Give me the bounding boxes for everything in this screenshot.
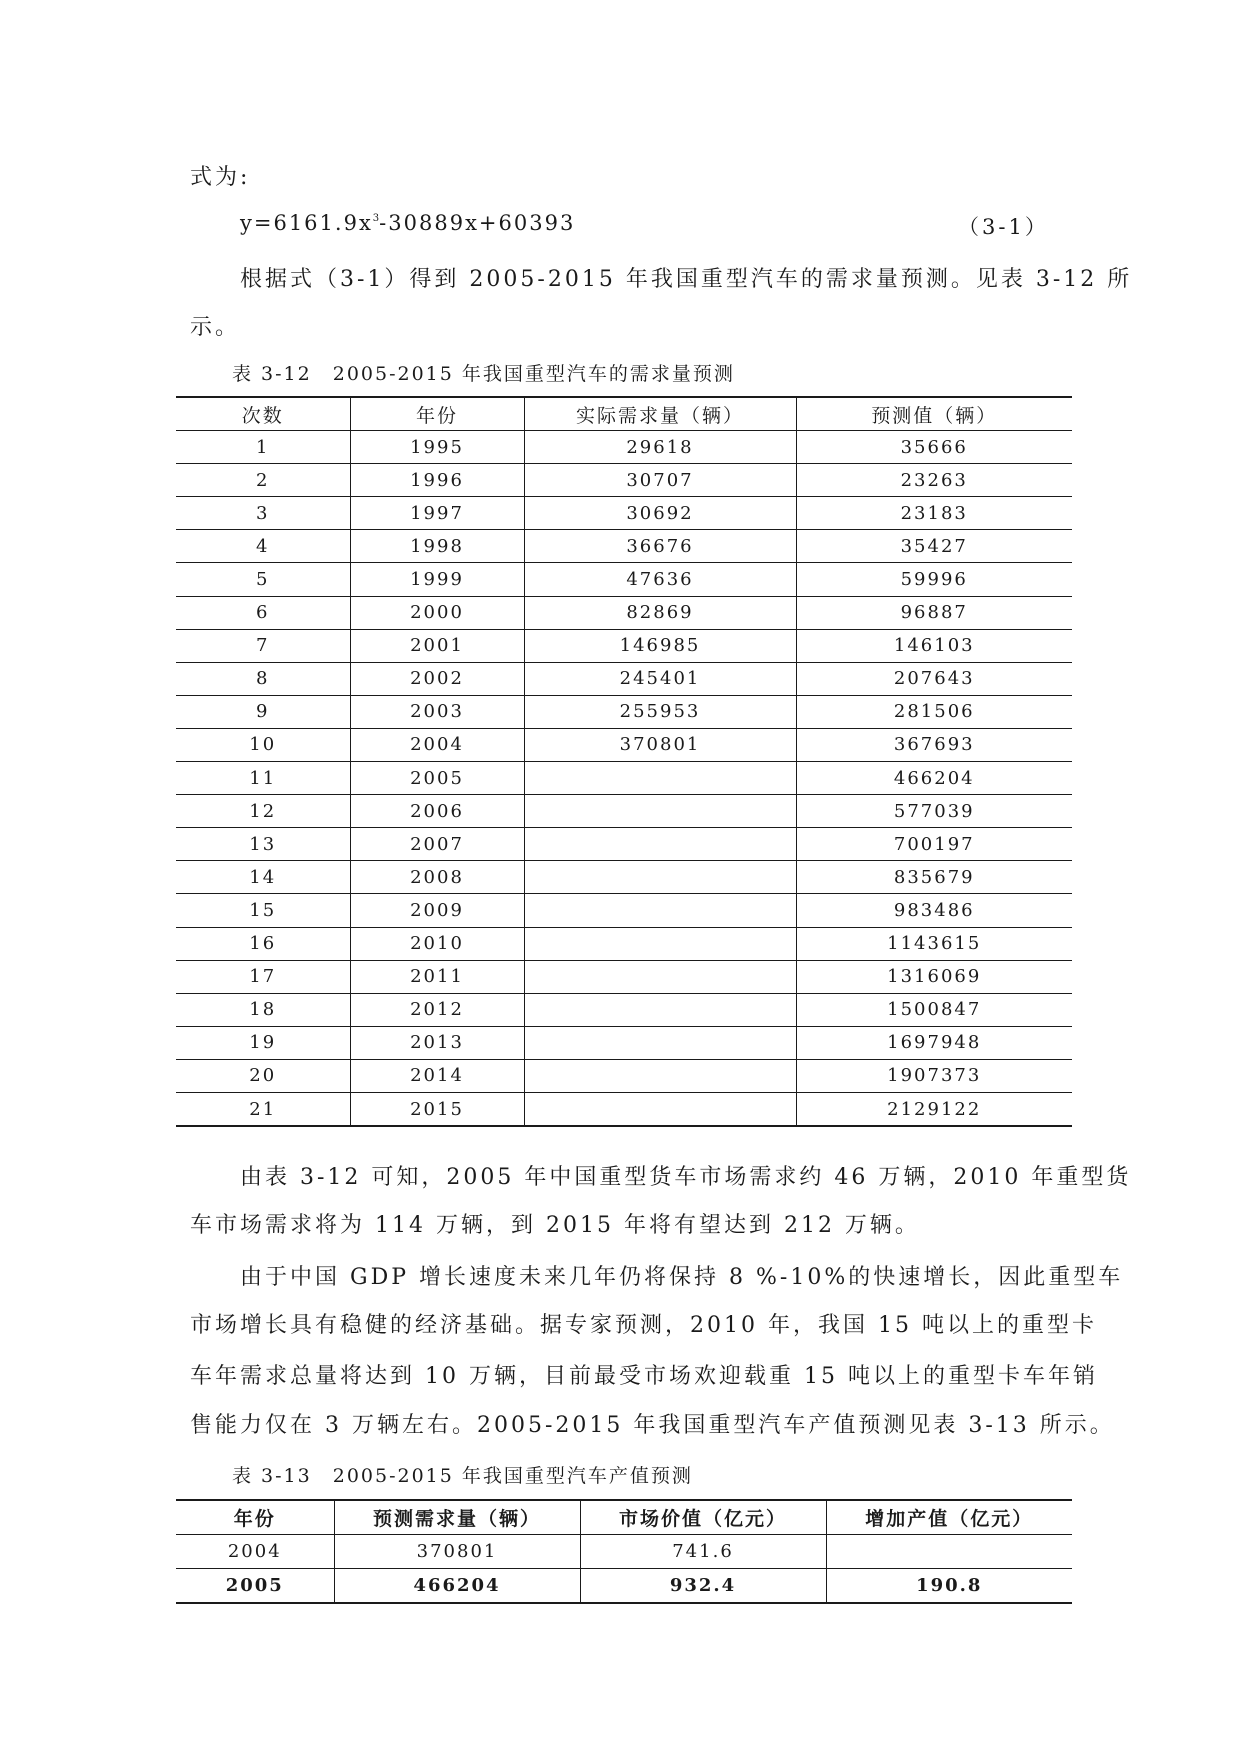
table-cell: 2000 [350,596,524,629]
table-header-row [176,397,1072,431]
table-row [176,629,1072,662]
table-cell: 29618 [524,431,796,464]
table-cell: 741.6 [580,1535,826,1569]
table-cell: 1996 [350,464,524,497]
table-row [176,596,1072,629]
paragraph3-line3: 车年需求总量将达到 10 万辆，目前最受市场欢迎载重 15 吨以上的重型卡车年销 [190,1364,1098,1389]
table-cell: 5 [176,563,350,596]
demand-forecast-table [176,396,1072,1127]
table-cell [524,828,796,861]
intro-line: 式为: [190,165,251,190]
table-cell [524,861,796,894]
table-cell: 255953 [524,695,796,728]
table-cell [524,960,796,993]
column-header: 实际需求量（辆） [524,397,796,431]
table-cell: 2 [176,464,350,497]
table-cell: 1697948 [796,1026,1072,1059]
table-cell: 23263 [796,464,1072,497]
table-cell: 1995 [350,431,524,464]
table-cell: 2003 [350,695,524,728]
table-cell: 1 [176,431,350,464]
table-cell: 207643 [796,662,1072,695]
table-cell: 11 [176,762,350,795]
table-cell: 367693 [796,728,1072,761]
table-row [176,431,1072,464]
table-cell: 146103 [796,629,1072,662]
table-cell: 6 [176,596,350,629]
table-cell: 2008 [350,861,524,894]
table-cell: 13 [176,828,350,861]
table-cell: 2129122 [796,1092,1072,1126]
table-cell: 190.8 [826,1569,1072,1604]
table-row [176,795,1072,828]
column-header: 次数 [176,397,350,431]
column-header: 年份 [350,397,524,431]
table-cell: 59996 [796,563,1072,596]
table-row [176,728,1072,761]
table-cell: 2002 [350,662,524,695]
table-cell: 82869 [524,596,796,629]
table-cell: 370801 [334,1535,580,1569]
table-cell: 10 [176,728,350,761]
table-cell: 35427 [796,530,1072,563]
table-cell: 21 [176,1092,350,1126]
table-row [176,762,1072,795]
column-header: 预测值（辆） [796,397,1072,431]
table-cell: 16 [176,927,350,960]
paragraph3-line1: 由于中国 GDP 增长速度未来几年仍将保持 8 %-10%的快速增长，因此重型车 [240,1265,1124,1290]
formula-exponent: 3 [372,213,380,224]
table-cell: 19 [176,1026,350,1059]
table-cell: 9 [176,695,350,728]
table-cell: 2005 [176,1569,334,1604]
table-row [176,960,1072,993]
table-cell: 370801 [524,728,796,761]
table-row [176,497,1072,530]
table-caption: 表 3-13 2005-2015 年我国重型汽车产值预测 [232,1465,693,1487]
formula-prefix: y=6161.9x [240,211,373,235]
table-cell: 18 [176,993,350,1026]
table-cell: 2015 [350,1092,524,1126]
table-cell: 23183 [796,497,1072,530]
table-cell: 577039 [796,795,1072,828]
table-cell: 2001 [350,629,524,662]
table-cell: 35666 [796,431,1072,464]
column-header: 年份 [176,1500,334,1535]
table-row [176,695,1072,728]
output-value-table [176,1499,1072,1604]
table-cell: 1999 [350,563,524,596]
table-cell: 2013 [350,1026,524,1059]
table-cell: 2011 [350,960,524,993]
table-cell: 1907373 [796,1059,1072,1092]
table-cell [826,1535,1072,1569]
table-row [176,662,1072,695]
table-cell: 146985 [524,629,796,662]
paragraph2-line1: 由表 3-12 可知，2005 年中国重型货车市场需求约 46 万辆，2010 年重型货 [240,1165,1132,1190]
formula [240,211,575,235]
table-cell: 17 [176,960,350,993]
table-cell: 1500847 [796,993,1072,1026]
table-cell [524,927,796,960]
table-cell [524,894,796,927]
table-cell: 466204 [334,1569,580,1604]
table-row [176,828,1072,861]
table-cell: 281506 [796,695,1072,728]
table-cell: 466204 [796,762,1072,795]
table-cell [524,1026,796,1059]
column-header: 预测需求量（辆） [334,1500,580,1535]
table-cell: 4 [176,530,350,563]
table-cell: 835679 [796,861,1072,894]
table-row [176,1059,1072,1092]
paragraph3-line2: 市场增长具有稳健的经济基础。据专家预测，2010 年，我国 15 吨以上的重型卡 [190,1313,1097,1338]
table-row [176,1092,1072,1126]
table-row [176,993,1072,1026]
paragraph3-line4: 售能力仅在 3 万辆左右。2005-2015 年我国重型汽车产值预测见表 3-13 所示。 [190,1413,1115,1438]
table-cell: 700197 [796,828,1072,861]
table-row [176,1569,1072,1604]
table-cell: 30692 [524,497,796,530]
column-header: 市场价值（亿元） [580,1500,826,1535]
column-header: 增加产值（亿元） [826,1500,1072,1535]
table-cell: 2004 [176,1535,334,1569]
table-cell: 1998 [350,530,524,563]
table-cell [524,1092,796,1126]
table-cell: 2006 [350,795,524,828]
table-cell: 983486 [796,894,1072,927]
table-row [176,1535,1072,1569]
table-cell: 8 [176,662,350,695]
table-cell: 2012 [350,993,524,1026]
table-cell: 96887 [796,596,1072,629]
table-row [176,1026,1072,1059]
formula-number: （3-1） [958,215,1049,239]
table-cell: 36676 [524,530,796,563]
table-cell: 14 [176,861,350,894]
table-cell [524,762,796,795]
table-cell: 3 [176,497,350,530]
table-cell: 2014 [350,1059,524,1092]
table-cell: 15 [176,894,350,927]
paragraph1-line2: 示。 [190,315,241,340]
table-cell: 1997 [350,497,524,530]
table-cell: 47636 [524,563,796,596]
table-cell: 932.4 [580,1569,826,1604]
table-caption: 表 3-12 2005-2015 年我国重型汽车的需求量预测 [232,363,735,385]
table-row [176,927,1072,960]
table-row [176,530,1072,563]
table-cell: 30707 [524,464,796,497]
paragraph1-line1: 根据式（3-1）得到 2005-2015 年我国重型汽车的需求量预测。见表 3-12 所 [240,267,1133,292]
formula-suffix: -30889x+60393 [379,211,576,235]
table-cell: 1316069 [796,960,1072,993]
table-cell [524,1059,796,1092]
paragraph2-line2: 车市场需求将为 114 万辆，到 2015 年将有望达到 212 万辆。 [190,1213,920,1238]
table-row [176,464,1072,497]
table-header-row [176,1500,1072,1535]
table-row [176,563,1072,596]
table-cell: 2009 [350,894,524,927]
table-row [176,861,1072,894]
table-cell [524,795,796,828]
table-cell: 2007 [350,828,524,861]
table-cell: 20 [176,1059,350,1092]
table-cell: 1143615 [796,927,1072,960]
table-cell: 2010 [350,927,524,960]
table-cell: 7 [176,629,350,662]
table-cell: 12 [176,795,350,828]
table-cell: 245401 [524,662,796,695]
table-cell [524,993,796,1026]
table-cell: 2005 [350,762,524,795]
table-row [176,894,1072,927]
table-cell: 2004 [350,728,524,761]
